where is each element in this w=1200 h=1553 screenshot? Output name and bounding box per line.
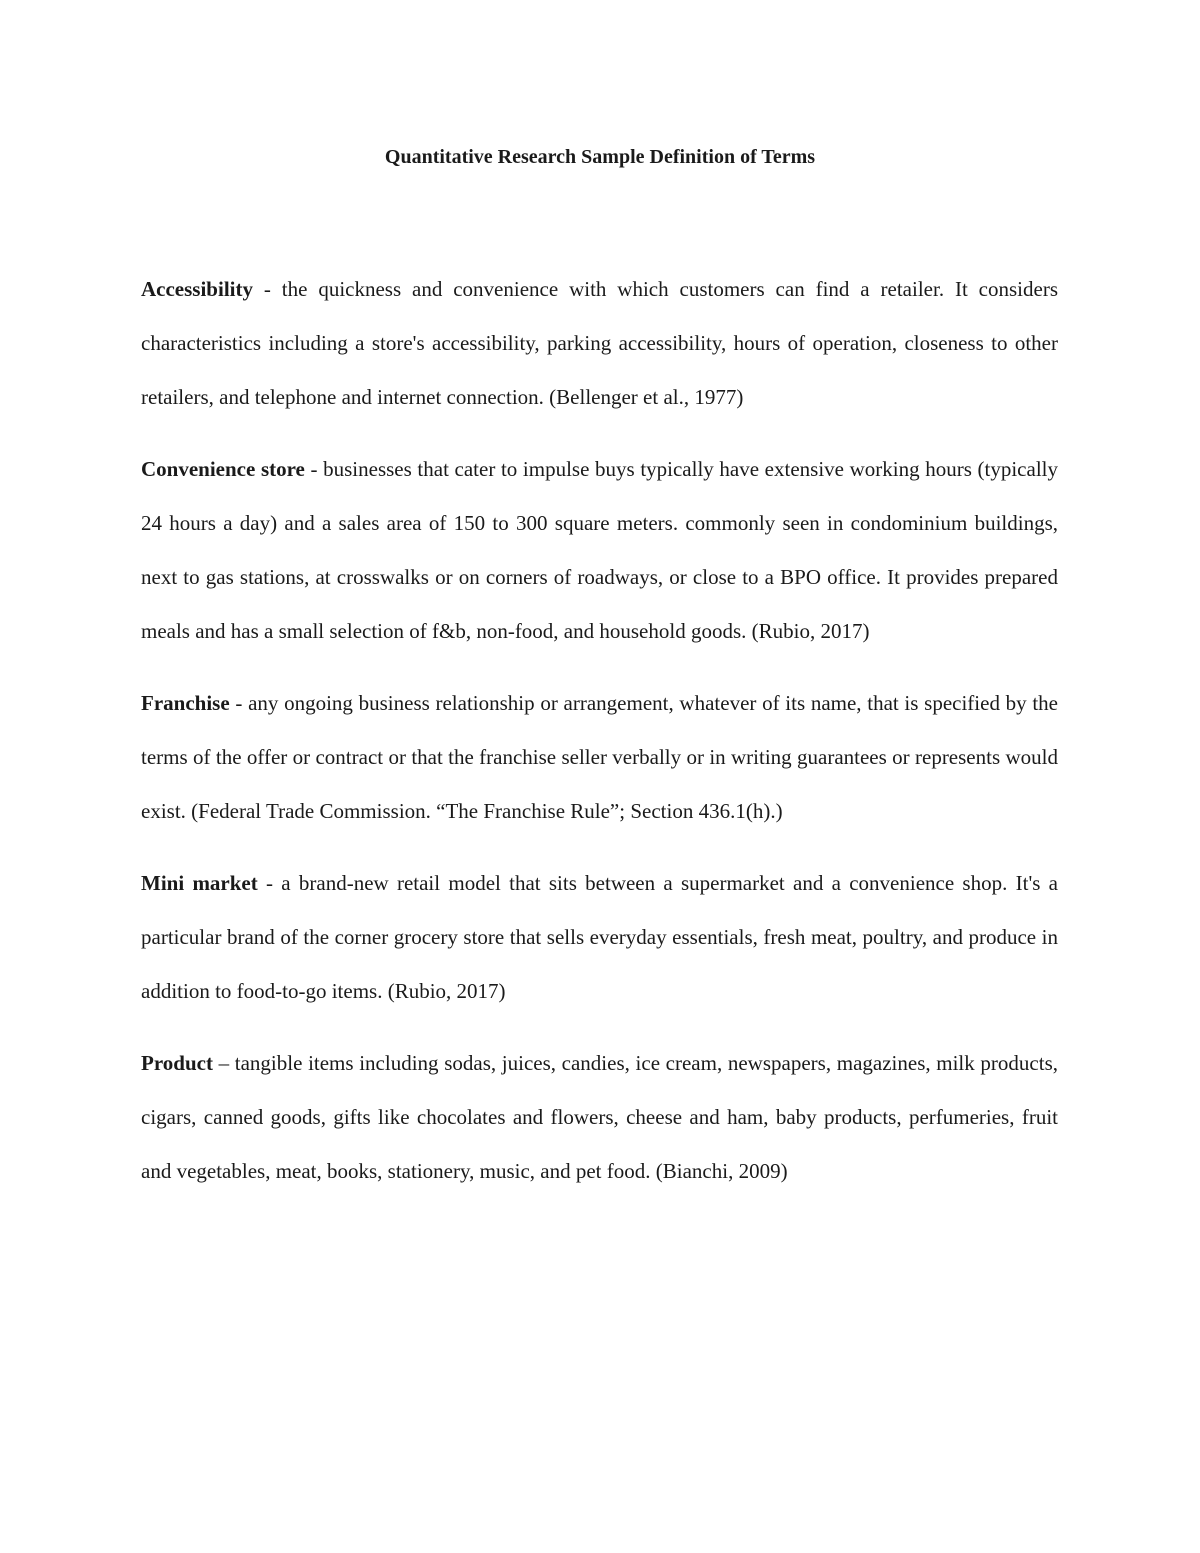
definition-term: Accessibility bbox=[141, 277, 253, 301]
definition-entry-mini-market bbox=[141, 856, 1058, 1018]
definition-text: tangible items including sodas, juices, candies, ice cream, newspapers, magazines, milk products, cigars, canned goods, gifts like chocolates and flowers, cheese and ham, baby products, perfumeries, fruit and vegetables, meat, books, stationery, music, and pet food. (Bianchi, 2009) bbox=[141, 1051, 1058, 1183]
term-separator: - bbox=[257, 871, 282, 895]
definition-entry-franchise bbox=[141, 676, 1058, 838]
definition-text: a brand-new retail model that sits between a supermarket and a convenience shop. It's a particular brand of the corner grocery store that sells everyday essentials, fresh meat, poultry, and produce in addition to food-to-go items. (Rubio, 2017) bbox=[141, 871, 1058, 1003]
term-separator: - bbox=[304, 457, 324, 481]
term-separator: – bbox=[212, 1051, 235, 1075]
definition-term: Franchise bbox=[141, 691, 230, 715]
definition-term: Mini market bbox=[141, 871, 258, 895]
term-separator: - bbox=[252, 277, 282, 301]
definition-list bbox=[141, 262, 1058, 1216]
definition-text: the quickness and convenience with which customers can find a retailer. It considers characteristics including a store's accessibility, parking accessibility, hours of operation, closeness to other retailers, and telephone and internet connection. (Bellenger et al., 1977) bbox=[141, 277, 1058, 409]
term-separator: - bbox=[229, 691, 249, 715]
definition-entry-product bbox=[141, 1036, 1058, 1198]
definition-text: any ongoing business relationship or arrangement, whatever of its name, that is specified by the terms of the offer or contract or that the franchise seller verbally or in writing guarantees or represents would exist. (Federal Trade Commission. “The Franchise Rule”; Section 436.1(h).) bbox=[141, 691, 1058, 823]
definition-entry-convenience-store bbox=[141, 442, 1058, 658]
definition-text: businesses that cater to impulse buys typically have extensive working hours (typically 24 hours a day) and a sales area of 150 to 300 square meters. commonly seen in condominium buildings, next to gas stations, at crosswalks or on corners of roadways, or close to a BPO office. It provides prepared meals and has a small selection of f&b, non-food, and household goods. (Rubio, 2017) bbox=[141, 457, 1058, 643]
document-title: Quantitative Research Sample Definition of Terms bbox=[384, 146, 816, 168]
definition-term: Convenience store bbox=[141, 457, 305, 481]
definition-entry-accessibility bbox=[141, 262, 1058, 424]
definition-term: Product bbox=[141, 1051, 213, 1075]
